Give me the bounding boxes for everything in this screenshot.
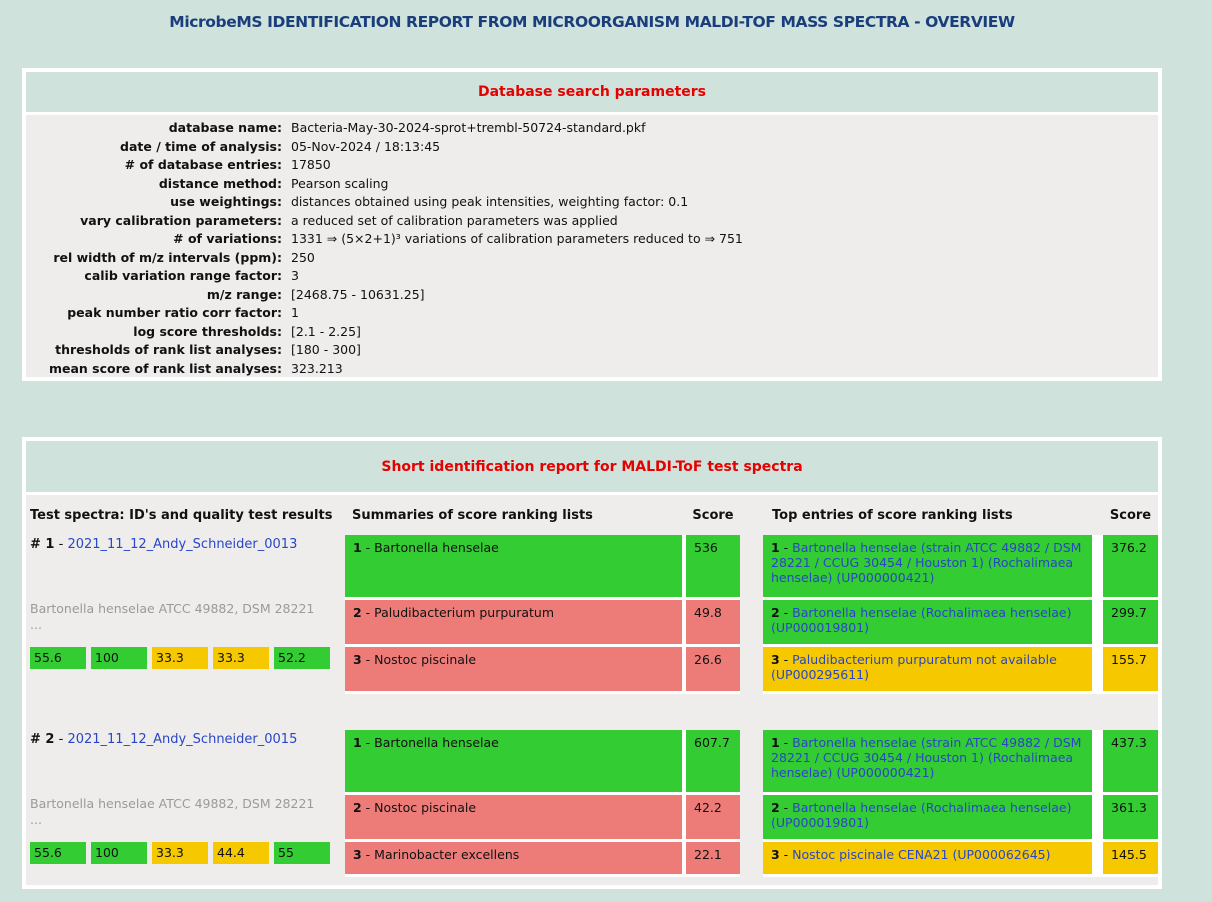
summary-cell — [345, 535, 686, 600]
param-label: calib variation range factor: — [84, 268, 282, 283]
summary-cell — [345, 730, 686, 795]
proteome-link[interactable]: Bartonella henselae (strain ATCC 49882 / DSM 28221 / CCUG 30454 / Houston 1) (Rochalimaea henselae) (UP000000421) — [771, 540, 1082, 585]
column-header-test-spectra: Test spectra: ID's and quality test results — [30, 507, 333, 523]
identification-report-title: Short identification report for MALDI-ToF test spectra — [381, 458, 803, 475]
report-table-header — [26, 495, 1158, 535]
identification-report-panel — [22, 437, 1162, 889]
rank-number: 1 — [353, 735, 362, 750]
rank-number: 3 — [353, 652, 362, 667]
organism-name: Nostoc piscinale — [374, 800, 477, 815]
quality-chip: 44.4 — [213, 842, 269, 864]
database-parameters-panel — [22, 68, 1162, 381]
param-value: 17850 — [291, 157, 331, 172]
quality-chip: 55 — [274, 842, 330, 864]
param-value: 3 — [291, 268, 299, 283]
rank-number: 1 — [353, 540, 362, 555]
top-entry-score: 299.7 — [1103, 600, 1158, 647]
param-row — [26, 193, 1158, 212]
separator: - — [54, 732, 68, 747]
top-entry-score: 155.7 — [1103, 647, 1158, 694]
spectrum-link[interactable]: 2021_11_12_Andy_Schneider_0013 — [67, 537, 298, 552]
param-label: distance method: — [158, 175, 282, 191]
rank-number: 2 — [353, 800, 362, 815]
column-header-score-1: Score — [692, 507, 734, 523]
summary-score: 22.1 — [686, 842, 740, 877]
strain-name: Bartonella henselae ATCC 49882, DSM 28221 ... — [30, 601, 315, 632]
param-row — [26, 267, 1158, 286]
organism-name: Nostoc piscinale — [374, 652, 477, 667]
param-row — [26, 156, 1158, 175]
organism-name: Bartonella henselae — [374, 540, 499, 555]
separator: - — [361, 652, 375, 667]
top-entry-score: 145.5 — [1103, 842, 1158, 877]
spectrum-link[interactable]: 2021_11_12_Andy_Schneider_0015 — [67, 732, 298, 747]
param-value: Pearson scaling — [291, 175, 389, 191]
param-value: 323.213 — [291, 360, 343, 376]
param-label: m/z range: — [206, 286, 282, 302]
column-header-summaries: Summaries of score ranking lists — [352, 507, 593, 523]
identification-report-header — [26, 441, 1158, 495]
rank-number: 2 — [771, 800, 780, 815]
separator: - — [361, 540, 375, 555]
quality-chip: 55.6 — [30, 842, 86, 864]
separator: - — [779, 605, 793, 620]
quality-chip: 33.3 — [152, 842, 208, 864]
rank-number: 2 — [353, 605, 362, 620]
summary-score: 26.6 — [686, 647, 740, 694]
quality-chip: 33.3 — [213, 647, 269, 669]
param-row — [26, 138, 1158, 157]
table-row — [26, 730, 1158, 877]
rank-number: 3 — [353, 847, 362, 862]
summary-cell — [345, 842, 686, 877]
param-value: 250 — [291, 249, 315, 265]
param-row — [26, 360, 1158, 379]
param-label: vary calibration parameters: — [80, 212, 282, 228]
top-entry-score: 376.2 — [1103, 535, 1158, 600]
spectrum-index: # 2 — [30, 732, 55, 747]
top-entry-cell — [763, 842, 1103, 877]
summary-score: 49.8 — [686, 600, 740, 647]
summary-cell — [345, 647, 686, 694]
separator: - — [779, 652, 793, 667]
separator: - — [779, 800, 793, 815]
summary-cell — [345, 795, 686, 842]
summary-score: 536 — [686, 535, 740, 600]
organism-name: Bartonella henselae — [374, 735, 499, 750]
spectrum-id-line — [30, 537, 335, 552]
quality-chip: 33.3 — [152, 647, 208, 669]
param-label: database name: — [168, 120, 282, 135]
separator: - — [779, 847, 793, 862]
quality-chips — [30, 647, 335, 669]
quality-chip: 52.2 — [274, 647, 330, 669]
separator: - — [361, 800, 375, 815]
rank-number: 1 — [771, 735, 780, 750]
separator: - — [361, 847, 375, 862]
param-label: thresholds of rank list analyses: — [55, 342, 282, 357]
quality-chip: 100 — [91, 647, 147, 669]
table-row — [26, 535, 1158, 694]
database-parameters-header — [26, 72, 1158, 115]
param-value: 05-Nov-2024 / 18:13:45 — [291, 138, 441, 154]
param-value: a reduced set of calibration parameters was applied — [291, 212, 618, 228]
param-row — [26, 175, 1158, 194]
separator: - — [54, 537, 68, 552]
param-label: peak number ratio corr factor: — [67, 305, 282, 320]
summary-score: 42.2 — [686, 795, 740, 842]
page-title: MicrobeMS IDENTIFICATION REPORT FROM MICROORGANISM MALDI-TOF MASS SPECTRA - OVERVIEW — [169, 13, 1015, 31]
quality-chip: 55.6 — [30, 647, 86, 669]
summary-score: 607.7 — [686, 730, 740, 795]
spectrum-index: # 1 — [30, 537, 55, 552]
top-entry-cell — [763, 647, 1103, 694]
strain-name: Bartonella henselae ATCC 49882, DSM 28221 ... — [30, 796, 315, 827]
organism-name: Paludibacterium purpuratum — [374, 605, 555, 620]
param-value: [2468.75 - 10631.25] — [291, 286, 425, 302]
param-row — [26, 286, 1158, 305]
quality-chip: 100 — [91, 842, 147, 864]
summary-cell — [345, 600, 686, 647]
param-label: use weightings: — [170, 194, 282, 209]
top-entry-cell — [763, 600, 1103, 647]
proteome-link[interactable]: Nostoc piscinale CENA21 (UP000062645) — [792, 847, 1051, 862]
param-row — [26, 249, 1158, 268]
param-value: distances obtained using peak intensities, weighting factor: 0.1 — [291, 194, 689, 209]
param-row — [26, 304, 1158, 323]
proteome-link[interactable]: Bartonella henselae (strain ATCC 49882 / DSM 28221 / CCUG 30454 / Houston 1) (Rochalimaea henselae) (UP000000421) — [771, 735, 1082, 780]
param-label: date / time of analysis: — [120, 138, 282, 154]
param-label: mean score of rank list analyses: — [48, 360, 282, 376]
param-label: # of database entries: — [124, 157, 282, 172]
param-row — [26, 230, 1158, 249]
proteome-link[interactable]: Bartonella henselae (Rochalimaea henselae) (UP000019801) — [771, 605, 1072, 635]
column-header-top-entries: Top entries of score ranking lists — [772, 507, 1013, 523]
top-entry-score: 437.3 — [1103, 730, 1158, 795]
param-row — [26, 212, 1158, 231]
column-header-score-2: Score — [1109, 507, 1152, 523]
param-value: 1 — [291, 305, 299, 320]
quality-chips — [30, 842, 335, 864]
top-entry-cell — [763, 730, 1103, 795]
proteome-link[interactable]: Bartonella henselae (Rochalimaea henselae) (UP000019801) — [771, 800, 1072, 830]
database-parameters-list — [26, 115, 1158, 378]
param-row — [26, 341, 1158, 360]
separator: - — [361, 735, 375, 750]
rank-number: 3 — [771, 652, 780, 667]
param-label: log score thresholds: — [133, 323, 282, 339]
top-entry-score: 361.3 — [1103, 795, 1158, 842]
top-entry-cell — [763, 795, 1103, 842]
test-spectrum-info — [26, 535, 345, 694]
database-parameters-title: Database search parameters — [477, 84, 707, 100]
param-label: rel width of m/z intervals (ppm): — [53, 249, 282, 265]
param-row — [26, 119, 1158, 138]
top-entry-cell — [763, 535, 1103, 600]
rank-number: 3 — [771, 847, 780, 862]
param-label: # of variations: — [173, 231, 282, 246]
param-value: Bacteria-May-30-2024-sprot+trembl-50724-standard.pkf — [291, 120, 646, 135]
param-row — [26, 323, 1158, 342]
organism-name: Marinobacter excellens — [374, 847, 520, 862]
separator: - — [779, 735, 793, 750]
param-value: [2.1 - 2.25] — [291, 323, 361, 339]
param-value: 1331 ⇒ (5×2+1)³ variations of calibration parameters reduced to ⇒ 751 — [291, 231, 743, 246]
test-spectrum-info — [26, 730, 345, 877]
spectrum-id-line — [30, 732, 335, 747]
param-value: [180 - 300] — [291, 342, 361, 357]
rank-number: 1 — [771, 540, 780, 555]
proteome-link[interactable]: Paludibacterium purpuratum not available (UP000295611) — [771, 652, 1057, 682]
rank-number: 2 — [771, 605, 780, 620]
separator: - — [779, 540, 793, 555]
separator: - — [361, 605, 375, 620]
